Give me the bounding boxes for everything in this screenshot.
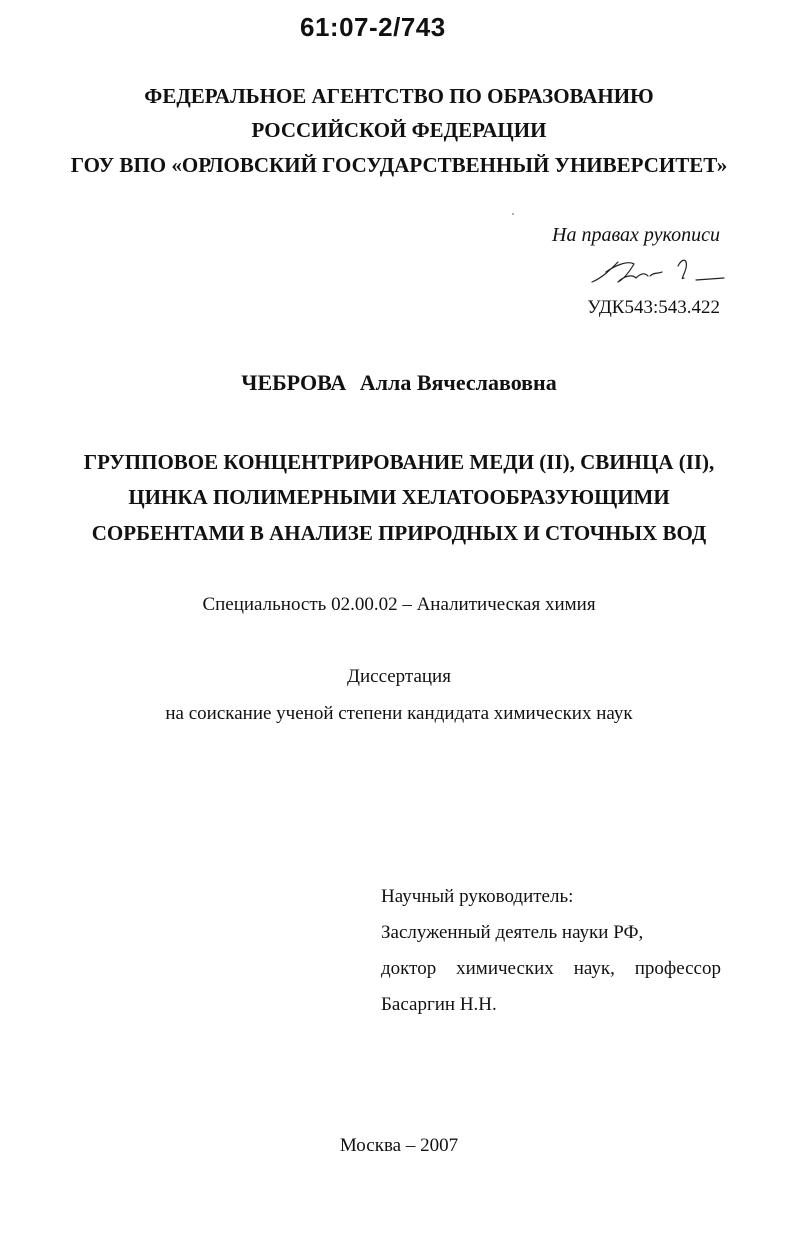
degree-line: на соискание ученой степени кандидата химических наук [165, 703, 633, 724]
advisor-title-2: доктор химических наук, профессор [381, 958, 721, 979]
advisor-heading: Научный руководитель: [381, 886, 574, 907]
signature [588, 252, 728, 292]
udk-code: УДК543:543.422 [587, 297, 720, 318]
advisor-name: Басаргин Н.Н. [381, 994, 497, 1015]
title-line-3: СОРБЕНТАМИ В АНАЛИЗЕ ПРИРОДНЫХ И СТОЧНЫХ ВОД [91, 521, 707, 545]
archive-code: 61:07-2/743 [300, 12, 446, 42]
specialty: Специальность 02.00.02 – Аналитическая химия [202, 594, 596, 615]
scan-speck [512, 213, 514, 215]
place-year: Москва – 2007 [339, 1135, 459, 1156]
author-name [0, 370, 798, 396]
title-line-1: ГРУППОВОЕ КОНЦЕНТРИРОВАНИЕ МЕДИ (II), СВИНЦА (II), [83, 450, 715, 474]
advisor-title-1: Заслуженный деятель науки РФ, [381, 922, 644, 943]
author-surname: ЧЕБРОВА [241, 370, 347, 395]
author-given-names: Алла Вячеславовна [359, 370, 557, 395]
manuscript-note: На правах рукописи [552, 224, 720, 246]
work-type: Диссертация [347, 666, 451, 687]
organization-line-3: ГОУ ВПО «ОРЛОВСКИЙ ГОСУДАРСТВЕННЫЙ УНИВЕРСИТЕТ» [70, 153, 728, 177]
title-line-2: ЦИНКА ПОЛИМЕРНЫМИ ХЕЛАТООБРАЗУЮЩИМИ [128, 485, 670, 509]
organization-line-2: РОССИЙСКОЙ ФЕДЕРАЦИИ [251, 118, 547, 142]
organization-line-1: ФЕДЕРАЛЬНОЕ АГЕНТСТВО ПО ОБРАЗОВАНИЮ [144, 84, 654, 108]
